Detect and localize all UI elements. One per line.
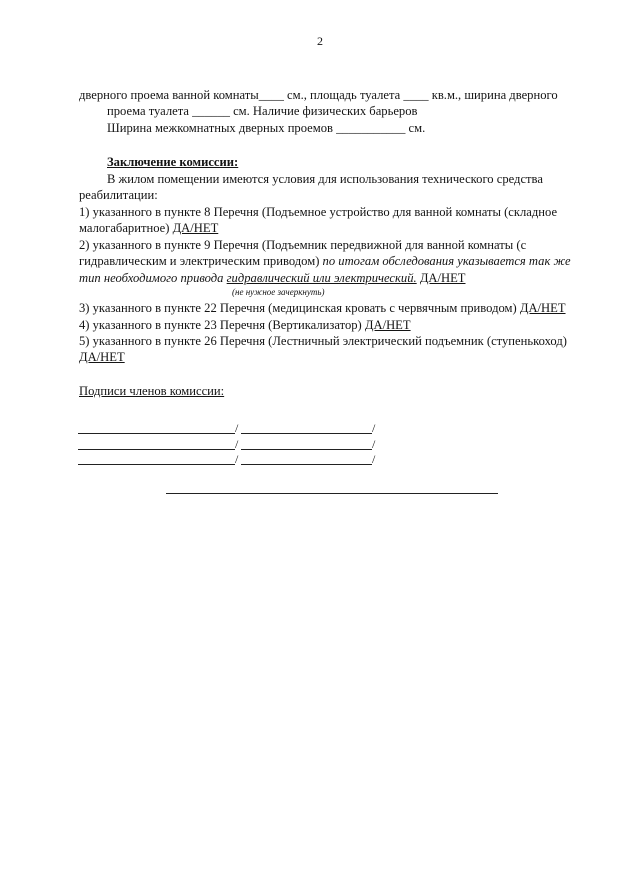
item-1-line-2 <box>79 220 218 236</box>
name-line <box>241 433 372 434</box>
item-1-text: малогабаритное) <box>79 221 173 235</box>
item-2-drive-type-label: тип необходимого привода <box>79 271 227 285</box>
signature-row <box>78 436 378 452</box>
signature-separator: / <box>372 421 376 435</box>
conclusion-intro-line-1: В жилом помещении имеются условия для использования технического средства <box>107 172 543 186</box>
item-3-line <box>79 300 566 316</box>
paragraph-line-2: проема туалета ______ см. Наличие физических барьеров <box>107 104 418 118</box>
item-2-line-1: 2) указанного в пункте 9 Перечня (Подъемник передвижной для ванной комнаты (с <box>79 238 527 252</box>
signature-row <box>78 451 378 467</box>
signature-line <box>78 464 235 465</box>
page-number: 2 <box>317 34 323 48</box>
item-2-instruction: по итогам обследования указывается так же <box>322 254 571 268</box>
item-1-line-1: 1) указанного в пункте 8 Перечня (Подъемное устройство для ванной комнаты (складное <box>79 205 558 219</box>
signature-row <box>78 420 378 436</box>
item-2-yes-no: ДА/НЕТ <box>419 271 466 285</box>
item-2-line-2 <box>79 253 571 269</box>
conclusion-heading: Заключение комиссии: <box>107 155 239 169</box>
name-line <box>241 464 372 465</box>
item-5-line-1: 5) указанного в пункте 26 Перечня (Лестничный электрический подъемник (ступенькоход) <box>79 334 567 348</box>
name-line <box>241 449 372 450</box>
item-3-yes-no: ДА/НЕТ <box>519 301 566 315</box>
signature-separator: / <box>372 437 376 451</box>
signature-separator: / <box>235 437 239 451</box>
end-of-document-line <box>166 493 498 494</box>
item-4-line <box>79 317 411 333</box>
strike-note: (не нужное зачеркнуть) <box>232 287 325 297</box>
signature-separator: / <box>235 421 239 435</box>
paragraph-line-3: Ширина межкомнатных дверных проемов ___________ см. <box>107 121 426 135</box>
conclusion-intro-line-2: реабилитации: <box>79 188 158 202</box>
item-5-yes-no: ДА/НЕТ <box>79 350 125 364</box>
signature-line <box>78 449 235 450</box>
item-3-text: 3) указанного в пункте 22 Перечня (медицинская кровать с червячным приводом) <box>79 301 520 315</box>
item-4-text: 4) указанного в пункте 23 Перечня (Вертикализатор) <box>79 318 365 332</box>
paragraph-line-1: дверного проема ванной комнаты____ см., площадь туалета ____ кв.м., ширина дверного <box>79 88 558 102</box>
signature-separator: / <box>372 452 376 466</box>
item-2-line-3 <box>79 270 466 286</box>
item-2-drive-type-options: гидравлический или электрический. <box>226 271 417 285</box>
item-4-yes-no: ДА/НЕТ <box>364 318 411 332</box>
item-1-yes-no: ДА/НЕТ <box>172 221 219 235</box>
signatures-heading: Подписи членов комиссии: <box>79 384 225 398</box>
item-5-line-2 <box>79 349 125 365</box>
signature-separator: / <box>235 452 239 466</box>
signature-line <box>78 433 235 434</box>
item-2-text: гидравлическим и электрическим приводом) <box>79 254 323 268</box>
